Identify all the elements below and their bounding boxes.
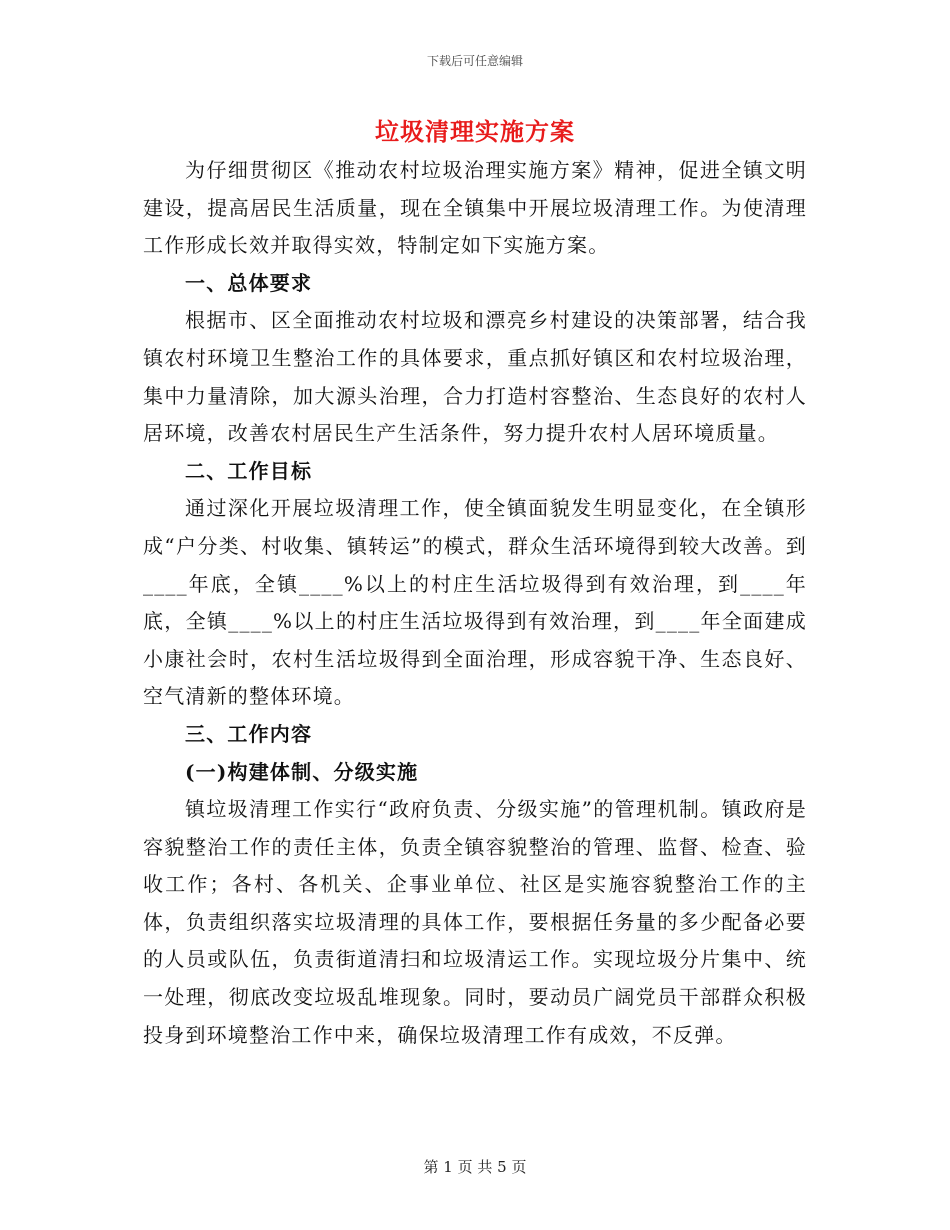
page-header-note: 下载后可任意编辑	[426, 54, 523, 68]
section-heading-overall-requirements: 一、总体要求	[185, 270, 313, 295]
section-heading-work-content: 三、工作内容	[185, 721, 313, 746]
section-body-work-goals: 通过深化开展垃圾清理工作，使全镇面貌发生明显变化，在全镇形成“户分类、村收集、镇转运”的模式，群众生活环境得到较大改善。到____年底，全镇____%以上的村庄生活垃圾得到有效治理，到____年底，全镇____%以上的村庄生活垃圾得到有效治理，到____年全面建成小康社会时，农村生活垃圾得到全面治理，形成容貌干净、生态良好、空气清新的整体环境。	[143, 496, 807, 709]
subsection-body-system-building: 镇垃圾清理工作实行“政府负责、分级实施”的管理机制。镇政府是容貌整治工作的责任主体，负责全镇容貌整治的管理、监督、检查、验收工作；各村、各机关、企事业单位、社区是实施容貌整治工作的主体，负责组织落实垃圾清理的具体工作，要根据任务量的多少配备必要的人员或队伍，负责街道清扫和垃圾清运工作。实现垃圾分片集中、统一处理，彻底改变垃圾乱堆现象。同时，要动员广阔党员干部群众积极投身到环境整治工作中来，确保垃圾清理工作有成效，不反弹。	[143, 797, 807, 1047]
intro-paragraph: 为仔细贯彻区《推动农村垃圾治理实施方案》精神，促进全镇文明建设，提高居民生活质量，现在全镇集中开展垃圾清理工作。为使清理工作形成长效并取得实效，特制定如下实施方案。	[143, 158, 807, 258]
page-number-footer: 第 1 页 共 5 页	[423, 1158, 527, 1176]
document-body	[143, 152, 807, 1054]
section-heading-work-goals: 二、工作目标	[185, 458, 313, 483]
document-title: 垃圾清理实施方案	[375, 117, 575, 146]
subsection-heading-system-building: (一)构建体制、分级实施	[185, 759, 419, 784]
section-body-overall-requirements: 根据市、区全面推动农村垃圾和漂亮乡村建设的决策部署，结合我镇农村环境卫生整治工作的具体要求，重点抓好镇区和农村垃圾治理，集中力量清除，加大源头治理，合力打造村容整治、生态良好的农村人居环境，改善农村居民生产生活条件，努力提升农村人居环境质量。	[143, 308, 807, 446]
